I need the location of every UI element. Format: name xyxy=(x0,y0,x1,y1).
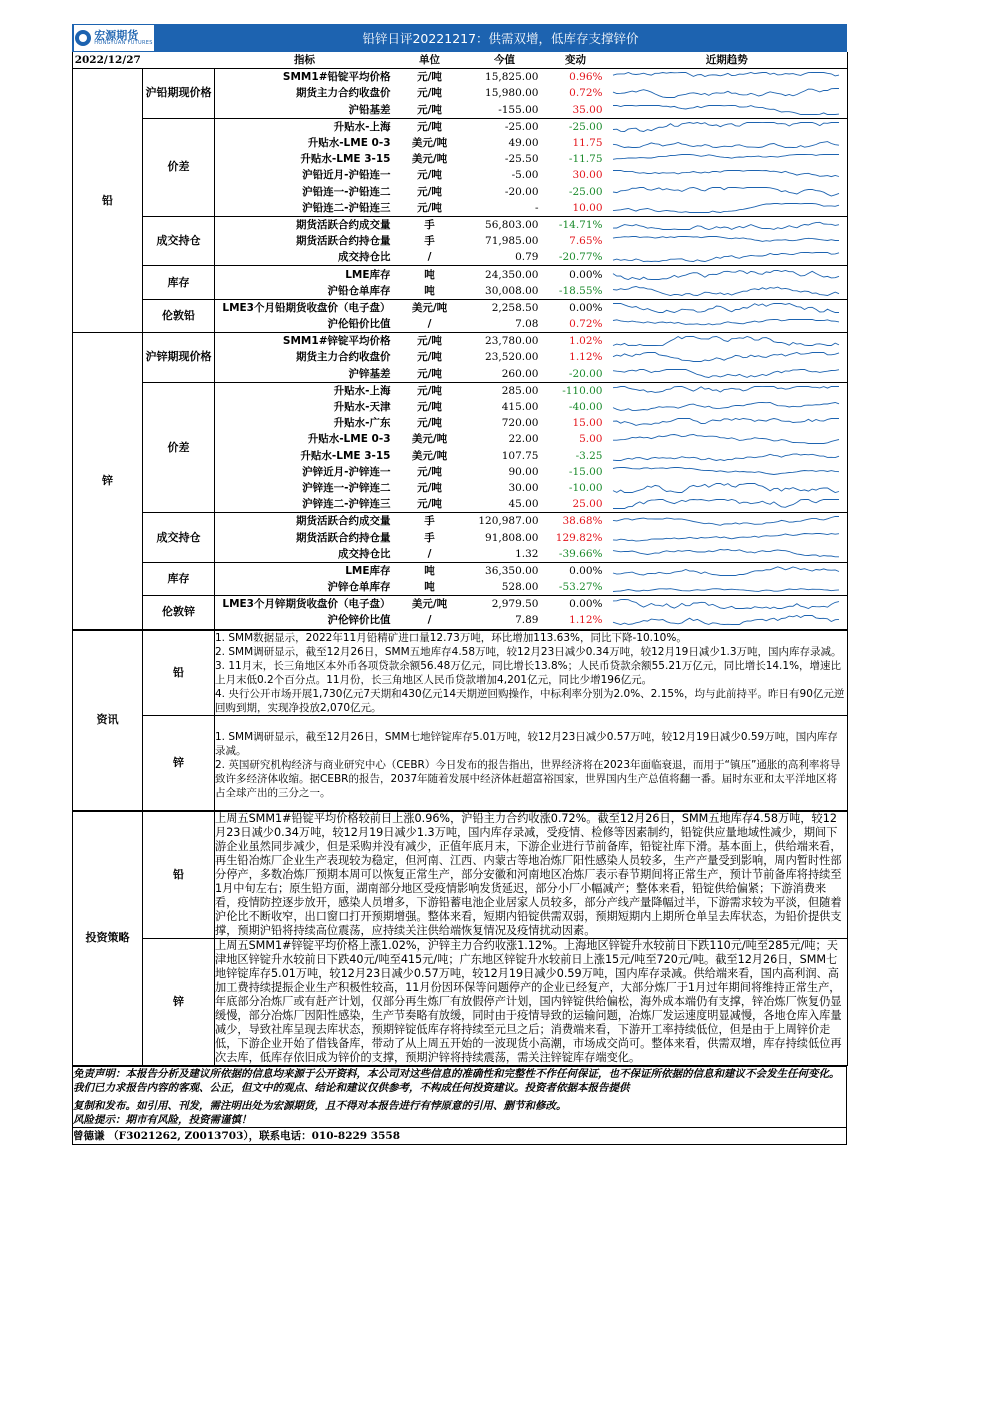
indicator-name: 升贴水-LME 3-15 xyxy=(300,153,391,166)
logo-name: 宏源期货 xyxy=(94,29,139,42)
indicator-change: -25.00 xyxy=(568,185,603,198)
trend-cell xyxy=(607,316,848,333)
indicator-row xyxy=(73,299,848,316)
trend-cell xyxy=(607,167,848,183)
indicator-value: 22.00 xyxy=(508,433,539,446)
trend-sparkline xyxy=(607,530,847,546)
indicator-unit: 元/吨 xyxy=(417,465,442,478)
group-label: 伦敦锌 xyxy=(143,596,215,629)
indicator-name: 期货主力合约收盘价 xyxy=(296,351,391,364)
news-zinc-text xyxy=(215,715,848,810)
indicator-row xyxy=(73,118,848,135)
strategy-zinc-text: 上周五SMM1#锌锭平均价格上涨1.02%，沪锌主力合约收涨1.12%。上海地区锌锭升水较前日下跌110元/吨至285元/吨；天津地区锌锭升水较前日下跌40元/吨至415元/吨；广东地区锌锭升水较前日上涨15元/吨至720元/吨。截至12月26日，SMM七地锌锭库存5.01万吨，较12月23日减少0.57万吨，较12月19日减少0.59万吨，国内库存录减。供给端来看，国内高利润、高加工费持续提振企业生产积极性较高，11月份因环保等问题停产的企业已经复产，大部分炼厂于1月过年期间将维持正常生产，年底部分冶炼厂或有赶产计划，仅部分再生炼厂有放假停产计划，国内锌锭供给偏松，海外成本端仍有支撑，锌冶炼厂恢复仍显缓慢，部分冶炼厂因阳性感染，生产节奏略有放缓，同时由于疫情导致的运输问题，冶炼厂发运速度明显减慢，各地仓库入库量减少，导致社库呈现去库状态，预期锌锭低库存将持续至元旦之后；消费端来看，下游开工率持续低位，但是由于上周锌价走低，下游企业开始了借钱备库，带动了从上周五开始的一波现货小高潮，市场成交尚可。整体来看，供需双增，库存持续低位再次去库，低库存依旧成为锌价的支撑，预期沪锌将持续震荡，需关注锌锭库存端变化。 xyxy=(215,938,848,1065)
indicator-value: 285.00 xyxy=(501,384,539,397)
indicator-change: -11.75 xyxy=(568,153,603,166)
indicator-unit: 吨 xyxy=(395,579,465,596)
indicator-value: 2,979.50 xyxy=(491,598,539,611)
disclaimer-copyright: 复制和发布。如引用、刊发，需注明出处为宏源期货，且不得对本报告进行有悖原意的引用、删节和修改。 xyxy=(73,1099,567,1112)
indicator-name: 成交持仓比 xyxy=(215,546,395,563)
indicator-value: 415.00 xyxy=(501,401,539,414)
trend-sparkline xyxy=(607,184,847,200)
group-label: 沪锌期现价格 xyxy=(143,333,215,383)
trend-cell xyxy=(607,151,848,167)
indicator-name: 沪铅仓单库存 xyxy=(215,283,395,300)
indicator-value: 7.08 xyxy=(465,316,545,333)
indicator-row xyxy=(73,69,848,86)
news-zinc-label: 锌 xyxy=(143,715,215,810)
indicator-change: -25.00 xyxy=(568,120,603,133)
trend-line xyxy=(613,337,839,346)
indicator-unit: / xyxy=(395,546,465,563)
indicator-unit: 美元/吨 xyxy=(411,153,448,166)
trend-line xyxy=(613,369,839,377)
indicator-change: 5.00 xyxy=(579,433,603,446)
trend-sparkline xyxy=(607,233,847,249)
indicator-value: -25.50 xyxy=(504,153,539,166)
indicator-change: -20.00 xyxy=(545,366,607,383)
trend-sparkline xyxy=(607,480,847,496)
group-label: 伦敦铅 xyxy=(143,299,215,332)
indicator-name: 升贴水-天津 xyxy=(333,401,391,414)
trend-sparkline xyxy=(607,399,847,415)
news-lead-p3: 3. 11月末，长三角地区本外币各项贷款余额56.48万亿元，同比增长13.8%；人民币贷款余额55.21万亿元，同比增长14.1%，增速比上月末低0.2个百分点。11月份，长三角地区人民币贷款增加4,201亿元，同比少增196亿元。 xyxy=(215,659,842,686)
trend-sparkline xyxy=(607,349,847,365)
indicator-value: 107.75 xyxy=(501,449,539,462)
indicator-change: -14.71% xyxy=(558,218,603,231)
indicator-change: 0.96% xyxy=(569,71,603,84)
news-lead-p2: 2. SMM调研显示，截至12月26日，SMM五地库存4.58万吨，较12月23日减少0.34万吨，较12月19日减少1.3万吨，国内库存录减。 xyxy=(215,645,842,658)
indicator-value: -20.00 xyxy=(504,185,539,198)
trend-cell xyxy=(607,85,848,101)
indicator-value: 15,980.00 xyxy=(485,87,539,100)
indicator-value: 23,520.00 xyxy=(485,351,539,364)
indicator-change: -39.66% xyxy=(545,546,607,563)
indicator-name: 升贴水-广东 xyxy=(333,417,391,430)
trend-cell xyxy=(607,283,848,300)
disclaimer-table xyxy=(72,1066,847,1145)
trend-line xyxy=(613,253,839,262)
table-header-row xyxy=(73,52,848,69)
indicator-change: -15.00 xyxy=(568,465,603,478)
trend-line xyxy=(613,483,839,492)
trend-cell xyxy=(607,480,848,496)
disclaimer-text: 免责声明：本报告分析及建议所依据的信息均来源于公开资料，本公司对这些信息的准确性和完整性不作任何保证，也不保证所依据的信息和建议不会发生任何变化。我们已力求报告内容的客观、公正，但文中的观点、结论和建议仅供参考，不构成任何投资建议。投资者依据本报告提供 xyxy=(73,1067,840,1094)
indicator-name: SMM1#锌锭平均价格 xyxy=(282,335,391,348)
trend-sparkline xyxy=(607,316,847,332)
indicator-unit: 吨 xyxy=(424,268,435,281)
report-date: 2022/12/27 xyxy=(73,52,143,69)
indicator-unit: 手 xyxy=(424,531,435,544)
trend-line xyxy=(613,589,839,592)
trend-cell xyxy=(607,415,848,431)
indicator-row xyxy=(73,513,848,530)
trend-line xyxy=(613,222,839,229)
indicator-change: 11.75 xyxy=(572,137,603,150)
indicator-name: 沪铅近月-沪铅连一 xyxy=(302,169,391,182)
indicator-unit: 美元/吨 xyxy=(411,433,448,446)
trend-line xyxy=(613,122,839,131)
indicator-value: 1.32 xyxy=(465,546,545,563)
trend-sparkline xyxy=(607,596,847,612)
trend-sparkline xyxy=(607,333,847,349)
trend-cell xyxy=(607,464,848,480)
indicator-name: 沪锌仓单库存 xyxy=(215,579,395,596)
indicator-change: -3.25 xyxy=(575,449,603,462)
news-zinc-p2: 2. 英国研究机构经济与商业研究中心（CEBR）今日发布的报告指出，世界经济将在2023年面临衰退，而用于“镇压”通胀的高利率将导致许多经济体收缩。据CEBR的报告，2037年随着发展中经济体赶超富裕国家，世界国内生产总值将翻一番。届时东亚和太平洋地区将占全球产出的三分之一。 xyxy=(215,758,841,799)
indicator-value: 15,825.00 xyxy=(485,71,539,84)
indicator-value: 2,258.50 xyxy=(491,301,539,314)
indicator-name: 升贴水-上海 xyxy=(333,384,391,397)
indicator-name: 沪伦铅价比值 xyxy=(215,316,395,333)
indicator-change: -10.00 xyxy=(568,481,603,494)
indicator-change: 30.00 xyxy=(572,169,603,182)
trend-sparkline xyxy=(607,300,847,316)
trend-sparkline xyxy=(607,546,847,562)
trend-line xyxy=(613,353,839,362)
strategy-lead-label: 铅 xyxy=(143,811,215,938)
indicator-unit: 美元/吨 xyxy=(411,137,448,150)
indicator-value: 120,987.00 xyxy=(478,515,539,528)
trend-line xyxy=(613,171,839,177)
indicator-change: 0.00% xyxy=(569,268,603,281)
indicator-row xyxy=(73,266,848,283)
indicator-unit: 元/吨 xyxy=(395,102,465,119)
trend-line xyxy=(613,237,839,242)
trend-sparkline xyxy=(607,102,847,118)
indicator-value: - xyxy=(465,200,545,217)
trend-line xyxy=(613,600,839,609)
indicator-name: 沪锌近月-沪锌连一 xyxy=(302,465,391,478)
trend-cell xyxy=(607,366,848,383)
indicator-name: 沪铅基差 xyxy=(215,102,395,119)
trend-line xyxy=(613,567,839,576)
trend-cell xyxy=(607,118,848,135)
trend-line xyxy=(613,105,839,114)
indicator-value: 90.00 xyxy=(508,465,539,478)
trend-cell xyxy=(607,102,848,119)
indicator-value: 45.00 xyxy=(465,496,545,513)
trend-line xyxy=(613,187,839,196)
indicator-unit: 美元/吨 xyxy=(411,301,448,314)
trend-sparkline xyxy=(607,85,847,101)
trend-line xyxy=(613,533,839,541)
news-lead-text xyxy=(215,630,848,715)
trend-cell xyxy=(607,496,848,513)
trend-sparkline xyxy=(607,119,847,135)
group-label: 成交持仓 xyxy=(143,216,215,266)
indicator-change: 15.00 xyxy=(572,417,603,430)
strategy-table xyxy=(72,811,848,1066)
strategy-label: 投资策略 xyxy=(73,811,143,1065)
indicator-value: 24,350.00 xyxy=(485,268,539,281)
group-label: 成交持仓 xyxy=(143,513,215,563)
trend-sparkline xyxy=(607,283,847,299)
header-change: 变动 xyxy=(545,52,607,69)
indicator-value: -5.00 xyxy=(511,169,539,182)
trend-cell xyxy=(607,431,848,447)
trend-sparkline xyxy=(607,579,847,595)
indicator-unit: 元/吨 xyxy=(417,401,442,414)
strategy-lead-text: 上周五SMM1#铅锭平均价格较前日上涨0.96%，沪铅主力合约收涨0.72%。截至12月26日，SMM五地库存4.58万吨，较12月23日减少0.34万吨，较12月19日减少1.3万吨，国内库存录减，受疫情、检修等因素制约，铅锭供应量地域性减少，期间下游企业虽然同步减少，但是采购并没有减少，正值年底月末，下游企业进行节前备库，铅锭社库下滑。基本面上，供给端来看，再生铅冶炼厂企业生产表现较为稳定，但河南、江西、内蒙古等地冶炼厂阳性感染人员较多，生产产量受到影响，周内暂时性部分停产，多数冶炼厂预期本周可以恢复正常生产，部分安徽和河南地区冶炼厂表示春节期间将正常生产，预计节前备库将持续至1月中旬左右；原生铅方面，湖南部分地区受疫情影响发货延迟，部分小厂小幅减产；整体来看，铅锭供给偏紧；下游消费来看，疫情防控逐步放开，感染人员增多，下游铅蓄电池企业居家人员较多，部分产线产量降幅过半，下游需求较为平淡，但随着沪伦比不断收窄，出口窗口打开预期增强。整体来看，短期内铅锭供需双弱，预期短期内上期所仓单呈去库状态，为铅价提供支撑，预期沪铅将持续高位震荡，应持续关注供给端恢复情况及疫情扰动因素。 xyxy=(215,811,848,938)
indicator-name: 沪铅连二-沪铅连三 xyxy=(215,200,395,217)
indicator-name: 升贴水-LME 0-3 xyxy=(307,433,391,446)
indicator-name: 沪锌连一-沪锌连二 xyxy=(302,481,391,494)
group-label: 价差 xyxy=(143,118,215,216)
company-logo xyxy=(74,25,154,51)
news-lead-p4: 4. 央行公开市场开展1,730亿元7天期和430亿元14天期逆回购操作，中标利率分别为2.0%、2.15%，均与此前持平。昨日有90亿元逆回购到期，实现净投放2,070亿元。 xyxy=(215,687,845,714)
indicator-change: -53.27% xyxy=(545,579,607,596)
indicator-change: -18.55% xyxy=(545,283,607,300)
section-label: 锌 xyxy=(73,333,143,629)
indicator-value: 56,803.00 xyxy=(485,218,539,231)
trend-cell xyxy=(607,612,848,629)
trend-sparkline xyxy=(607,563,847,579)
indicator-row xyxy=(73,596,848,613)
indicator-value: 36,350.00 xyxy=(485,564,539,577)
indicator-row xyxy=(73,216,848,233)
trend-line xyxy=(613,403,839,411)
trend-cell xyxy=(607,579,848,596)
trend-sparkline xyxy=(607,167,847,183)
analyst-contact: 曾德谦 （F3021262, Z0013703），联系电话：010-8229 3558 xyxy=(73,1127,847,1144)
trend-sparkline xyxy=(607,513,847,529)
indicator-name: LME3个月铅期货收盘价（电子盘） xyxy=(222,301,391,314)
indicator-change: -20.77% xyxy=(545,249,607,266)
news-lead-label: 铅 xyxy=(143,630,215,715)
indicator-change: 10.00 xyxy=(545,200,607,217)
trend-cell xyxy=(607,333,848,350)
trend-cell xyxy=(607,546,848,563)
indicator-change: 0.72% xyxy=(545,316,607,333)
trend-sparkline xyxy=(607,151,847,167)
trend-cell xyxy=(607,233,848,249)
trend-sparkline xyxy=(607,135,847,151)
trend-sparkline xyxy=(607,612,847,628)
indicator-change: -40.00 xyxy=(568,401,603,414)
trend-cell xyxy=(607,184,848,200)
trend-cell xyxy=(607,382,848,399)
group-label: 库存 xyxy=(143,266,215,299)
indicator-change: 0.00% xyxy=(569,564,603,577)
trend-line xyxy=(613,203,839,212)
indicator-change: 0.00% xyxy=(569,598,603,611)
indicator-name: LME库存 xyxy=(345,564,391,577)
indicator-name: 升贴水-LME 3-15 xyxy=(300,449,391,462)
indicator-row xyxy=(73,333,848,350)
indicator-name: 沪铅连一-沪铅连二 xyxy=(302,185,391,198)
trend-cell xyxy=(607,529,848,545)
indicator-unit: 元/吨 xyxy=(417,169,442,182)
group-label: 价差 xyxy=(143,382,215,513)
news-zinc-p1: 1. SMM调研显示，截至12月26日，SMM七地锌锭库存5.01万吨，较12月23日减少0.57万吨，较12月19日减少0.59万吨，国内库存录减。 xyxy=(215,730,838,757)
strategy-zinc-label: 锌 xyxy=(143,938,215,1065)
indicator-name: 期货活跃合约持仓量 xyxy=(296,235,391,248)
indicator-name: 期货主力合约收盘价 xyxy=(296,87,391,100)
indicator-value: 23,780.00 xyxy=(485,335,539,348)
disclaimer xyxy=(73,1066,847,1127)
trend-line xyxy=(613,155,839,160)
report-header xyxy=(72,24,847,52)
trend-cell xyxy=(607,249,848,266)
trend-cell xyxy=(607,448,848,464)
indicator-unit: 元/吨 xyxy=(417,87,442,100)
trend-sparkline xyxy=(607,200,847,216)
header-value: 今值 xyxy=(465,52,545,69)
indicator-name: LME库存 xyxy=(345,268,391,281)
indicator-value: 260.00 xyxy=(465,366,545,383)
trend-line xyxy=(613,435,839,444)
trend-sparkline xyxy=(607,383,847,399)
trend-sparkline xyxy=(607,366,847,382)
indicator-row xyxy=(73,562,848,579)
trend-sparkline xyxy=(607,448,847,464)
indicator-unit: 吨 xyxy=(424,564,435,577)
indicator-value: 720.00 xyxy=(501,417,539,430)
indicator-unit: 元/吨 xyxy=(417,417,442,430)
indicator-unit: 吨 xyxy=(395,283,465,300)
indicator-name: 沪锌基差 xyxy=(215,366,395,383)
indicator-name: 期货活跃合约成交量 xyxy=(296,218,391,231)
indicator-value: 30,008.00 xyxy=(465,283,545,300)
indicator-name: 期货活跃合约成交量 xyxy=(296,515,391,528)
trend-line xyxy=(613,386,839,392)
indicator-name: 成交持仓比 xyxy=(215,249,395,266)
indicator-unit: 元/吨 xyxy=(417,481,442,494)
indicator-unit: 元/吨 xyxy=(417,384,442,397)
trend-line xyxy=(613,270,839,279)
indicator-value: 49.00 xyxy=(508,137,539,150)
indicator-unit: / xyxy=(395,612,465,629)
trend-line xyxy=(613,286,839,295)
trend-cell xyxy=(607,299,848,316)
trend-line xyxy=(613,517,839,526)
trend-line xyxy=(613,303,839,312)
trend-cell xyxy=(607,266,848,283)
indicator-value: 71,985.00 xyxy=(485,235,539,248)
indicator-value: 528.00 xyxy=(465,579,545,596)
indicator-table xyxy=(72,52,848,630)
trend-cell xyxy=(607,562,848,579)
indicator-change: 0.00% xyxy=(569,301,603,314)
report-title: 铅锌日评20221217：供需双增，低库存支撑锌价 xyxy=(362,31,639,46)
trend-line xyxy=(613,142,839,148)
indicator-unit: 元/吨 xyxy=(417,71,442,84)
indicator-unit: 元/吨 xyxy=(395,366,465,383)
header-indicator: 指标 xyxy=(215,52,395,69)
trend-cell xyxy=(607,69,848,86)
indicator-unit: / xyxy=(395,249,465,266)
trend-line xyxy=(613,320,839,325)
indicator-change: 1.12% xyxy=(569,351,603,364)
trend-sparkline xyxy=(607,267,847,283)
trend-cell xyxy=(607,200,848,217)
trend-sparkline xyxy=(607,217,847,233)
indicator-change: 7.65% xyxy=(569,235,603,248)
section-label: 铅 xyxy=(73,69,143,333)
indicator-unit: 元/吨 xyxy=(417,351,442,364)
indicator-unit: / xyxy=(395,316,465,333)
indicator-value: -155.00 xyxy=(465,102,545,119)
header-unit: 单位 xyxy=(395,52,465,69)
indicator-unit: 美元/吨 xyxy=(411,598,448,611)
trend-line xyxy=(613,454,839,461)
indicator-unit: 元/吨 xyxy=(417,120,442,133)
trend-line xyxy=(613,549,839,556)
news-label: 资讯 xyxy=(73,630,143,810)
indicator-change: 129.82% xyxy=(555,531,603,544)
trend-cell xyxy=(607,513,848,530)
trend-cell xyxy=(607,135,848,151)
indicator-unit: 美元/吨 xyxy=(411,449,448,462)
trend-cell xyxy=(607,216,848,233)
trend-sparkline xyxy=(607,464,847,480)
indicator-change: 35.00 xyxy=(545,102,607,119)
indicator-name: 沪锌连二-沪锌连三 xyxy=(215,496,395,513)
trend-line xyxy=(613,73,839,77)
trend-sparkline xyxy=(607,69,847,85)
indicator-change: 38.68% xyxy=(562,515,603,528)
indicator-row xyxy=(73,382,848,399)
news-table xyxy=(72,630,848,811)
indicator-change: 1.02% xyxy=(569,335,603,348)
indicator-value: 7.89 xyxy=(465,612,545,629)
indicator-change: 0.72% xyxy=(569,87,603,100)
indicator-name: LME3个月锌期货收盘价（电子盘） xyxy=(222,598,391,611)
indicator-change: -110.00 xyxy=(562,384,603,397)
indicator-change: 1.12% xyxy=(545,612,607,629)
indicator-value: 30.00 xyxy=(508,481,539,494)
risk-warning: 风险提示：期市有风险，投资需谨慎！ xyxy=(73,1113,252,1126)
indicator-unit: 元/吨 xyxy=(395,496,465,513)
indicator-unit: 手 xyxy=(424,515,435,528)
trend-line xyxy=(613,467,839,474)
header-trend: 近期趋势 xyxy=(607,52,848,69)
trend-line xyxy=(613,616,839,625)
trend-cell xyxy=(607,596,848,613)
group-label: 沪铅期现价格 xyxy=(143,69,215,119)
indicator-value: -25.00 xyxy=(504,120,539,133)
trend-sparkline xyxy=(607,249,847,265)
report-page xyxy=(72,24,847,1145)
indicator-value: 0.79 xyxy=(465,249,545,266)
indicator-change: 25.00 xyxy=(545,496,607,513)
indicator-unit: 手 xyxy=(424,235,435,248)
indicator-unit: 元/吨 xyxy=(417,335,442,348)
trend-line xyxy=(613,419,839,426)
indicator-name: 升贴水-LME 0-3 xyxy=(307,137,391,150)
trend-line xyxy=(613,500,839,509)
news-lead-p1: 1. SMM数据显示，2022年11月铅精矿进口量12.73万吨，环比增加113.63%，同比下降-10.10%。 xyxy=(215,631,687,644)
indicator-name: 期货活跃合约持仓量 xyxy=(296,531,391,544)
indicator-name: 升贴水-上海 xyxy=(333,120,391,133)
trend-cell xyxy=(607,399,848,415)
indicator-value: 91,808.00 xyxy=(485,531,539,544)
trend-sparkline xyxy=(607,415,847,431)
logo-mark-icon xyxy=(75,30,91,46)
trend-sparkline xyxy=(607,431,847,447)
indicator-name: 沪伦锌价比值 xyxy=(215,612,395,629)
trend-sparkline xyxy=(607,496,847,512)
logo-name-en: HONGYUAN FUTURES xyxy=(94,40,153,46)
trend-line xyxy=(613,89,839,98)
trend-cell xyxy=(607,349,848,365)
group-label: 库存 xyxy=(143,562,215,595)
indicator-unit: 元/吨 xyxy=(395,200,465,217)
indicator-name: SMM1#铅锭平均价格 xyxy=(282,71,391,84)
indicator-unit: 手 xyxy=(424,218,435,231)
indicator-unit: 元/吨 xyxy=(417,185,442,198)
